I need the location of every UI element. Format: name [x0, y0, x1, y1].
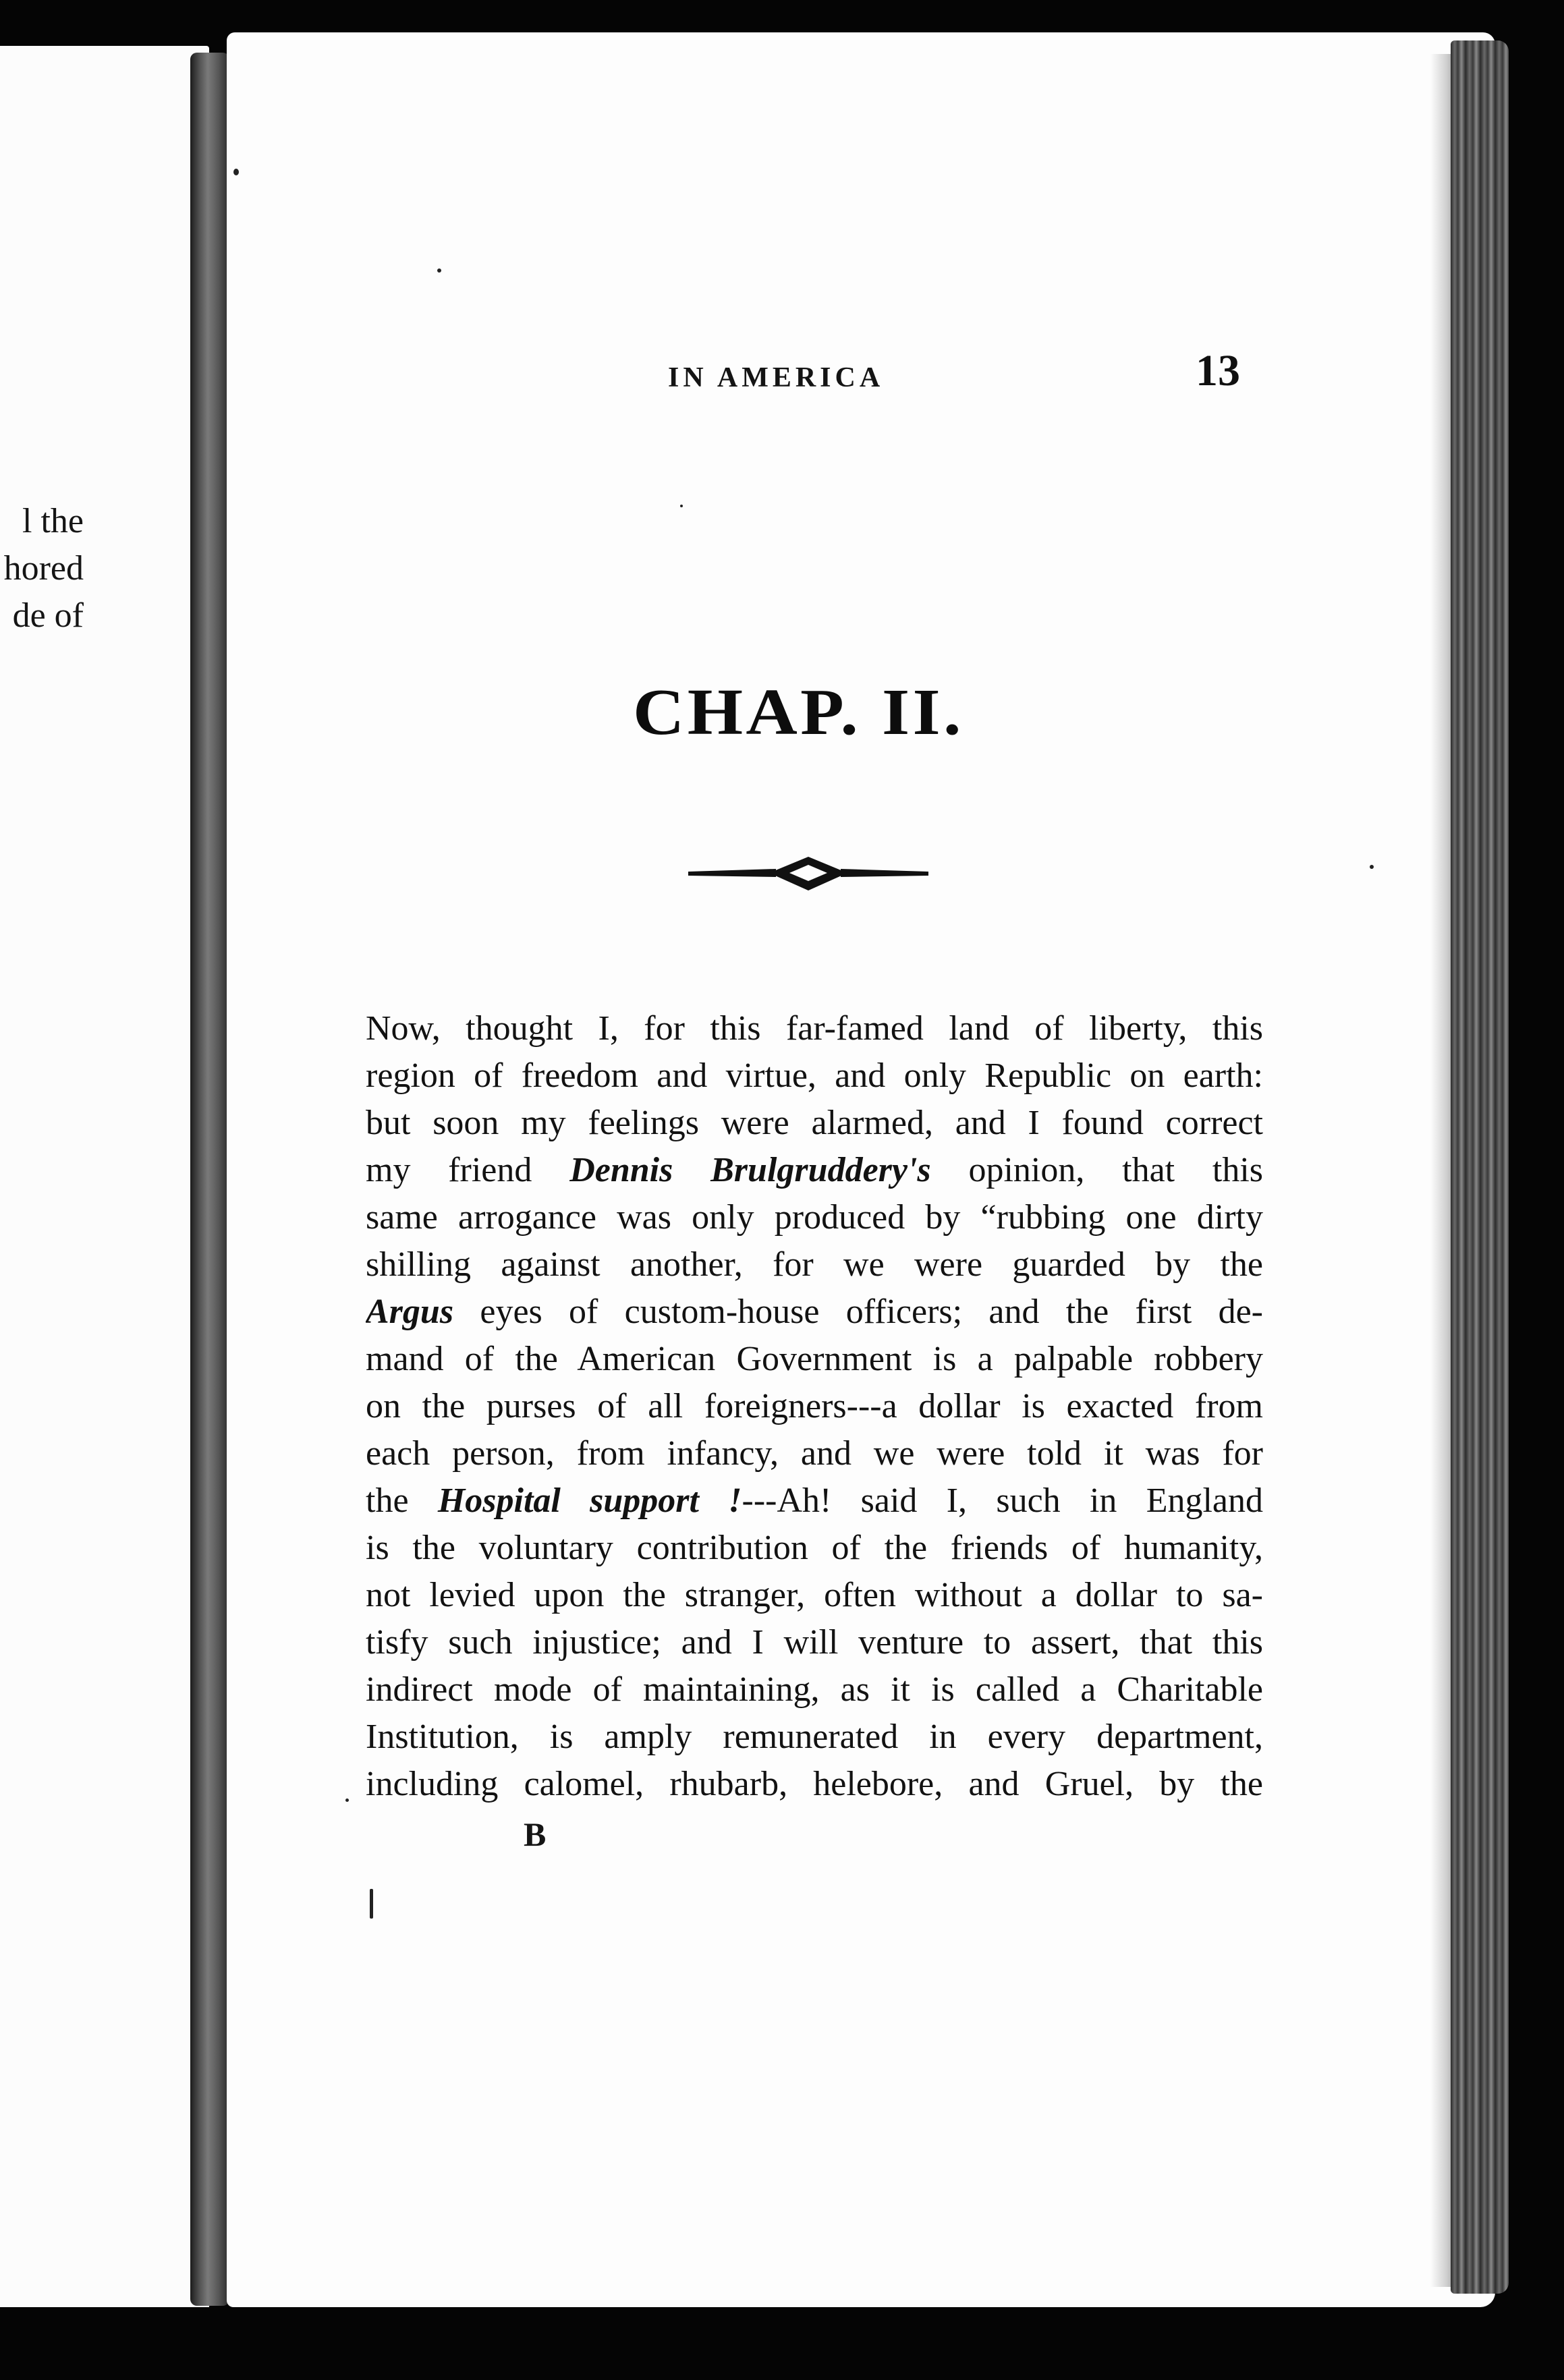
speck	[345, 1798, 349, 1802]
running-head: IN AMERICA	[668, 362, 885, 393]
text-run: eyes of custom-house officers; and the first de-	[453, 1293, 1263, 1331]
speck	[437, 268, 441, 273]
italic-run: Argus	[366, 1293, 454, 1331]
speck	[1370, 865, 1374, 869]
text-run: not levied upon the stranger, often without a dollar to sa-	[366, 1576, 1263, 1614]
text-run: same arrogance was only produced by “rubbing one dirty	[366, 1198, 1263, 1237]
text-run: my friend	[366, 1151, 570, 1189]
text-run: region of freedom and virtue, and only Republic on earth:	[366, 1056, 1263, 1095]
text-line	[366, 1761, 1263, 1808]
text-line	[366, 1477, 1263, 1525]
text-line	[366, 1336, 1263, 1383]
left-page	[0, 46, 209, 2313]
speck	[233, 169, 239, 175]
ornament-right-bar	[841, 869, 928, 877]
page-edge	[1451, 40, 1509, 2294]
text-line	[366, 1147, 1263, 1194]
text-line	[366, 1619, 1263, 1666]
text-line	[366, 1525, 1263, 1572]
text-run: mand of the American Government is a palpable robbery	[366, 1340, 1263, 1378]
left-page-line: l the	[22, 502, 84, 540]
text-run: Institution, is amply remunerated in every department,	[366, 1718, 1263, 1756]
text-run: each person, from infancy, and we were told it was for	[366, 1434, 1263, 1473]
text-line	[366, 1572, 1263, 1619]
speck	[680, 505, 683, 507]
text-run: on the purses of all foreigners---a dollar is exacted from	[366, 1387, 1263, 1425]
page-number: 13	[1196, 346, 1240, 395]
left-page-line: hored	[3, 549, 84, 588]
text-run: tisfy such injustice; and I will venture to assert, that this	[366, 1623, 1263, 1662]
text-run: the	[366, 1481, 438, 1520]
text-line	[366, 1100, 1263, 1147]
italic-run: Hospital support !	[437, 1481, 742, 1520]
left-page-fragments	[0, 498, 84, 640]
scanner-bed-bottom	[0, 2307, 1564, 2380]
text-run: indirect mode of maintaining, as it is called a Charitable	[366, 1670, 1263, 1709]
ornament-left-bar	[688, 869, 776, 877]
text-run: Now, thought I, for this far-famed land of liberty, this	[366, 1009, 1263, 1048]
text-line	[366, 1666, 1263, 1713]
chapter-heading: CHAP. II.	[633, 676, 964, 749]
left-page-line: de of	[12, 596, 84, 635]
text-line	[366, 1383, 1263, 1430]
text-line	[366, 1052, 1263, 1100]
text-line	[366, 1194, 1263, 1241]
body-text	[366, 1005, 1263, 1808]
chapter-ornament-rule	[688, 853, 928, 897]
text-line	[366, 1288, 1263, 1336]
text-line	[366, 1241, 1263, 1288]
speck	[370, 1889, 373, 1919]
text-run: including calomel, rhubarb, helebore, and Gruel, by the	[366, 1765, 1263, 1803]
text-run: but soon my feelings were alarmed, and I found correct	[366, 1104, 1263, 1142]
text-line	[366, 1005, 1263, 1052]
text-run: opinion, that this	[930, 1151, 1263, 1189]
text-run: ---Ah! said I, such in England	[742, 1481, 1263, 1520]
binding-gutter	[190, 53, 229, 2306]
text-run: shilling against another, for we were guarded by the	[366, 1245, 1263, 1284]
text-run: is the voluntary contribution of the friends of humanity,	[366, 1529, 1263, 1567]
text-line	[366, 1713, 1263, 1761]
signature-mark: B	[524, 1815, 547, 1853]
italic-run: Dennis Brulgruddery's	[569, 1151, 931, 1189]
text-line	[366, 1430, 1263, 1477]
